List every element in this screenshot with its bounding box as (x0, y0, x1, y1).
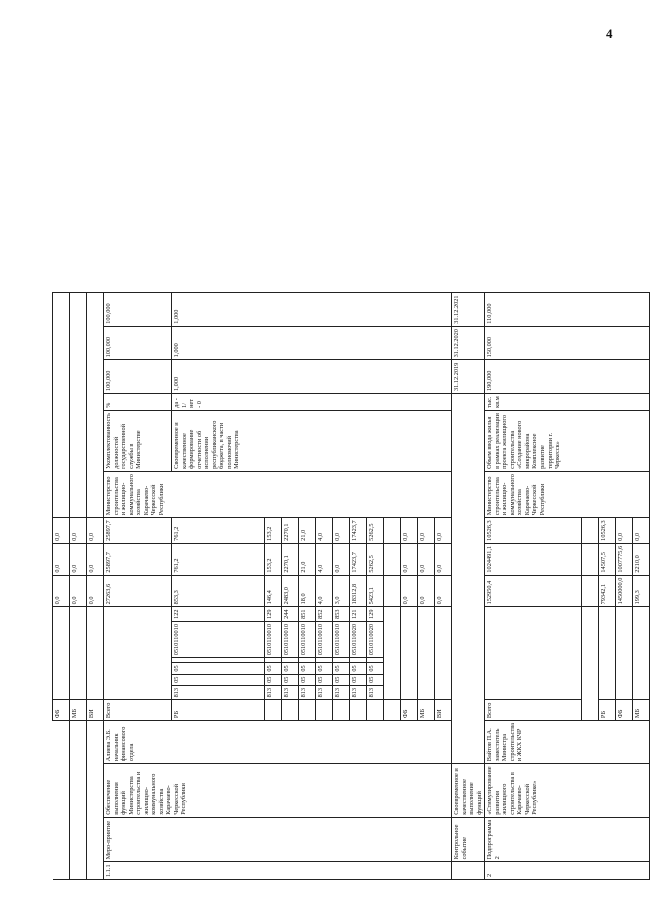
table-row: 813 05 05 0510110020 121 18312,8 17423,7 17423,7 (350, 293, 367, 880)
page-number: 4 (606, 26, 613, 41)
program-plan-table (52, 292, 650, 880)
indicator-unit: да - 1/нет - 0 (172, 394, 452, 411)
table-row: ФБ 0,0 0,0 0,0 (53, 293, 70, 880)
indicator-unit: тыс. кв.м (485, 394, 650, 411)
indicator-name: Объем ввода жилья в рамках реализации проекта жилищного строительства «Создание нового микрорайона Комплексное развитие территории г. Черкесск» (485, 410, 650, 471)
table-row: ВИ 0,0 0,0 0,0 (435, 293, 452, 880)
measure-responsible: Алиева Э.Б. начальник финансового отдела (104, 721, 452, 764)
measure-kind: Меро-приятие (104, 817, 452, 862)
table-row: 813 05 05 0510110020 129 5423,1 5262,5 5262,5 (367, 293, 384, 880)
subprogram-responsible: Вайтов П.А. заместитель Министра строительства и ЖКХ КЧР (485, 721, 650, 764)
table-row: 813 05 05 0510110010 244 2483,0 2270,1 2270,1 (282, 293, 299, 880)
table-row: 813 05 05 0510110010 853 3,0 0,0 0,0 (333, 293, 350, 880)
table-row: МБ 0,0 0,0 0,0 (70, 293, 87, 880)
table-row: 813 05 05 0510110010 129 146,4 153,2 153,2 (265, 293, 282, 880)
subprogram-number: 2 (485, 862, 650, 880)
control-event-row: Контрольное событие Своевременное и качественное выполнение функций 31.12.2019 31.12.2020 31.12.2021 (452, 293, 485, 880)
control-event-kind: Контрольное событие (452, 817, 485, 862)
table-row: ВИ 0,0 0,0 0,0 (87, 293, 104, 880)
measure-number: 1.1.1 (104, 862, 452, 880)
measure-total-row: 1.1.1 Меро-приятие Обеспечение выполнения функций Министерства строительства и жилищно-коммунального хозяйства Карачаево-Черкесской Республики Алиева Э.Б. начальник финансового отдела Всего 27263,6 25897,7 25897,7 Министерство строительства и жилищно-коммунального хозяйства Карачаево-Черкесской Республики Укомплектованность должностей государственной службы в Министерстве % 100,000 100,000 100,000 (104, 293, 172, 880)
subprogram-total-row: 2 Подпрограмма 2 «Стимулирование развития жилищного строительства в Карачаево-Черкесской Республике» Вайтов П.А. заместитель Министра строительства и ЖКХ КЧР Всего 152950,4 1024491,1 10526,3 Министерство строительства и жилищно-коммунального хозяйства Карачаево-Черкесской Республики Объем ввода жилья в рамках реализации проекта жилищного строительства «Создание нового микрорайона Комплексное развитие территории г. Черкесск» тыс. кв.м 190,000 150,000 110,000 (485, 293, 582, 880)
indicator-unit: % (104, 394, 172, 411)
table-row: РБ 79342,1 14507,5 10526,3 (599, 293, 616, 880)
table-row: ФБ 0,0 0,0 0,0 (401, 293, 418, 880)
table-row: МБ 0,0 0,0 0,0 (418, 293, 435, 880)
subprogram-name: «Стимулирование развития жилищного строительства в Карачаево-Черкесской Республике» (485, 764, 650, 818)
table-row: ФБ 1450000,0 1007775,6 0,0 (616, 293, 633, 880)
subprogram-kind: Подпрограмма 2 (485, 817, 650, 862)
indicator-name: Укомплектованность должностей государственной службы в Министерстве (104, 410, 172, 471)
table-row: 813 05 05 0510110010 852 4,0 4,0 4,0 (316, 293, 333, 880)
table-row: 813 05 05 0510110010 851 18,0 21,0 21,0 (299, 293, 316, 880)
control-event-name: Своевременное и качественное выполнение функций (452, 764, 485, 818)
subprogram-executor: Министерство строительства и жилищно-коммунального хозяйства Карачаево-Черкесской Республики (485, 471, 650, 517)
table-row: МБ 199,3 2210,0 0,0 (633, 293, 650, 880)
table-row: РБ 813 05 05 0510110010 122 853,3 761,2 761,2 Своевременное и качественное формирование отчетности об исполнении республиканского бюджета, в части полномочий Министерства да - 1/нет - 0 1,000 1,000 1,000 (172, 293, 265, 880)
indicator-name: Своевременное и качественное формирование отчетности об исполнении республиканского бюджета, в части полномочий Министерства (172, 410, 452, 471)
measure-executor: Министерство строительства и жилищно-коммунального хозяйства Карачаево-Черкесской Республики (104, 471, 452, 517)
measure-name: Обеспечение выполнения функций Министерства строительства и жилищно-коммунального хозяйства Карачаево-Черкесской Республики (104, 764, 452, 818)
